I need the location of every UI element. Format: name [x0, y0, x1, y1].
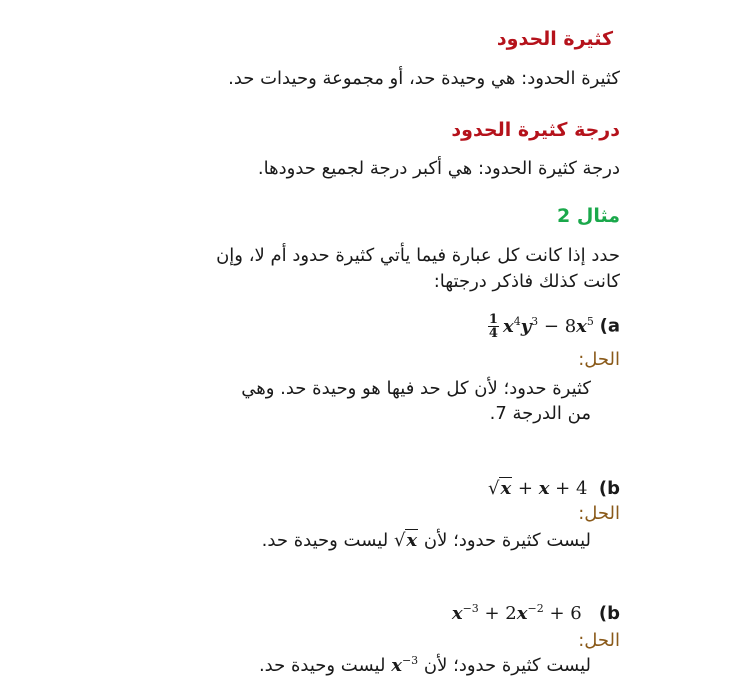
polynomial-heading: كثيرة الحدود	[496, 28, 613, 50]
part-a-expression-row	[488, 313, 620, 340]
part-c-solution-post: ليست وحيدة حد.	[258, 655, 386, 676]
part-b-expression: √x + x + 4	[487, 478, 599, 499]
part-a-letter: (a	[599, 315, 620, 337]
part-b-expression-row	[488, 478, 620, 499]
example-prompt-line1: حدد إذا كانت كل عبارة فيما يأتي كثيرة حدود أم لا، وإن	[216, 245, 620, 266]
part-c-solution-math: $x^{-3}$	[391, 654, 419, 676]
part-b-letter: (b	[598, 478, 620, 499]
part-a-expression: $\frac{1}{4}$ $x^4y^3 - 8x^5$	[488, 312, 594, 341]
part-c-solution	[259, 655, 591, 676]
part-c-expression-row	[452, 603, 620, 624]
part-c-solution-label: الحل:	[578, 630, 620, 651]
part-b-solution-pre: ليست كثيرة حدود؛ لأن	[423, 530, 591, 551]
part-a-solution-line2: من الدرجة 7.	[489, 403, 591, 424]
part-a-solution-label: الحل:	[578, 349, 620, 370]
part-b-solution-math: √x	[393, 530, 418, 551]
part-b-solution-post: ليست وحيدة حد.	[261, 530, 389, 551]
part-c-solution-pre: ليست كثيرة حدود؛ لأن	[423, 655, 591, 676]
polynomial-degree-heading: درجة كثيرة الحدود	[451, 119, 620, 141]
polynomial-definition: كثيرة الحدود: هي وحيدة حد، أو مجموعة وحيدات حد.	[228, 68, 620, 89]
part-b-solution	[262, 530, 591, 551]
example-prompt-line2: كانت كذلك فاذكر درجتها:	[433, 271, 620, 292]
example-heading: مثال 2	[557, 205, 620, 227]
polynomial-degree-definition: درجة كثيرة الحدود: هي أكبر درجة لجميع حدودها.	[257, 158, 620, 179]
part-b-solution-label: الحل:	[578, 503, 620, 524]
part-a-solution-line1: كثيرة حدود؛ لأن كل حد فيها هو وحيدة حد. وهي	[241, 378, 591, 399]
part-c-letter: (b	[598, 603, 620, 624]
part-c-expression: $x^{-3} + 2x^{-2} + 6$	[451, 602, 599, 624]
